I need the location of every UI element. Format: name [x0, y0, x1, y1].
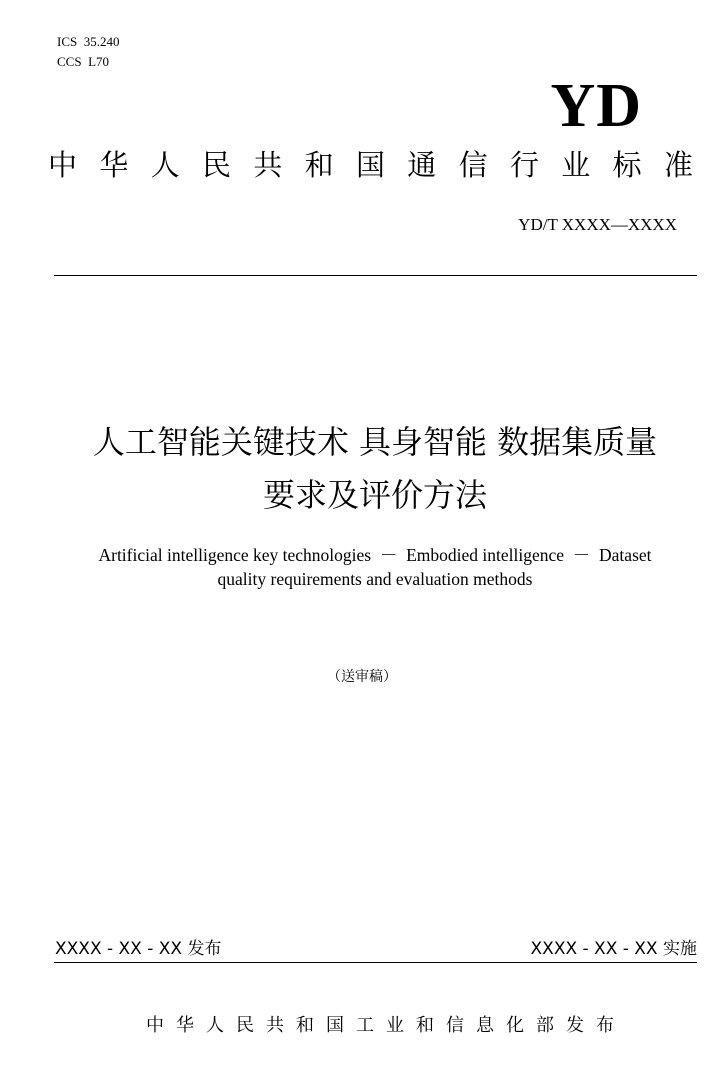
standard-category-char: 共: [253, 148, 283, 182]
effective-date: XXXX - XX - XX 实施: [530, 939, 697, 959]
title-chinese-line-1: 人工智能关键技术 具身智能 数据集质量: [92, 423, 658, 461]
standard-category-char: 信: [458, 148, 488, 182]
standard-category-char: 准: [663, 148, 693, 182]
standard-category-char: 中: [48, 148, 78, 182]
standard-category-char: 和: [304, 148, 334, 182]
publisher-char: 中: [146, 1015, 164, 1036]
publisher-char: 民: [236, 1015, 254, 1036]
publisher-char: 业: [386, 1015, 404, 1036]
standard-category-char: 华: [99, 148, 129, 182]
standard-category-char: 通: [407, 148, 437, 182]
publisher-char: 和: [416, 1015, 434, 1036]
publish-date: XXXX - XX - XX 发布: [55, 939, 222, 959]
standard-category-char: 民: [201, 148, 231, 182]
publisher-char: 华: [176, 1015, 194, 1036]
standard-category-char: 人: [150, 148, 180, 182]
publisher-char: 和: [296, 1015, 314, 1036]
footer-divider: [54, 962, 697, 963]
standard-category-char: 行: [509, 148, 539, 182]
title-english-line-1: Artificial intelligence key technologies － Embodied intelligence － Dataset: [98, 545, 652, 565]
draft-stage-label: （送审稿）: [327, 669, 397, 685]
publisher-char: 布: [596, 1015, 614, 1036]
publisher-char: 国: [326, 1015, 344, 1036]
standard-category-char: 业: [561, 148, 591, 182]
document-number: YD/T XXXX—XXXX: [518, 215, 677, 234]
publisher: [146, 1013, 614, 1039]
publisher-char: 部: [536, 1015, 554, 1036]
publisher-char: 信: [446, 1015, 464, 1036]
title-chinese-line-2: 要求及评价方法: [262, 476, 487, 514]
ics-code: ICS 35.240: [57, 34, 120, 49]
title-english-line-2: quality requirements and evaluation methods: [217, 569, 533, 589]
standard-category-title: [48, 146, 693, 184]
publisher-char: 共: [266, 1015, 284, 1036]
publisher-char: 人: [206, 1015, 224, 1036]
ccs-code: CCS L70: [57, 54, 110, 69]
publisher-char: 息: [476, 1015, 494, 1036]
standard-category-char: 国: [355, 148, 385, 182]
publisher-char: 化: [506, 1015, 524, 1036]
publisher-char: 发: [566, 1015, 584, 1036]
yd-logo: YD: [550, 72, 642, 140]
header-divider: [54, 275, 697, 276]
publisher-char: 工: [356, 1015, 374, 1036]
standard-category-char: 标: [612, 148, 642, 182]
